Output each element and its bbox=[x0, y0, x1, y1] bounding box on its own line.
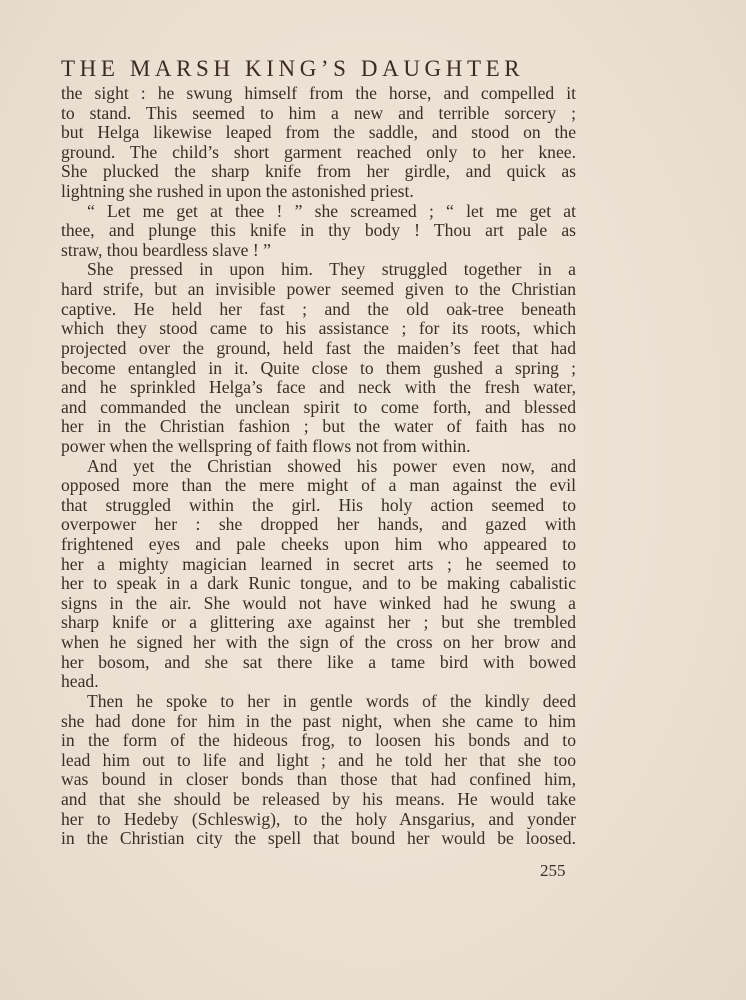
text-line: straw, thou beardless slave ! ” bbox=[61, 239, 271, 260]
text-line: overpower her : she dropped her hands, and gazed with bbox=[61, 514, 576, 535]
text-line: She plucked the sharp knife from her girdle, and quick as bbox=[61, 161, 576, 182]
text-line: sharp knife or a glittering axe against her ; but she trembled bbox=[61, 612, 576, 633]
text-line: She pressed in upon him. They struggled together in a bbox=[87, 259, 576, 280]
running-head: THE MARSH KING’S DAUGHTER bbox=[61, 56, 525, 81]
text-line: and commanded the unclean spirit to come forth, and blessed bbox=[61, 396, 576, 417]
text-line: her in the Christian fashion ; but the water of faith has no bbox=[61, 416, 576, 437]
body-text bbox=[61, 84, 576, 849]
text-line: frightened eyes and pale cheeks upon him who appeared to bbox=[61, 534, 576, 555]
text-line: ground. The child’s short garment reached only to her knee. bbox=[61, 141, 576, 162]
text-line: the sight : he swung himself from the horse, and compelled it bbox=[61, 83, 576, 103]
text-line: thee, and plunge this knife in thy body ! Thou art pale as bbox=[61, 220, 576, 241]
text-line: lead him out to life and light ; and he told her that she too bbox=[61, 749, 576, 770]
text-line: in the Christian city the spell that bound her would be loosed. bbox=[61, 828, 576, 849]
page-number: 255 bbox=[540, 861, 566, 880]
text-line: when he signed her with the sign of the cross on her brow and bbox=[61, 632, 576, 653]
text-line: her to Hedeby (Schleswig), to the holy Ansgarius, and yonder bbox=[61, 808, 576, 829]
text-line: her a mighty magician learned in secret arts ; he seemed to bbox=[61, 553, 576, 574]
text-line: projected over the ground, held fast the maiden’s feet that had bbox=[61, 337, 576, 358]
text-line: to stand. This seemed to him a new and terrible sorcery ; bbox=[61, 102, 576, 123]
text-line: opposed more than the mere might of a man against the evil bbox=[61, 475, 576, 496]
text-line: in the form of the hideous frog, to loosen his bonds and to bbox=[61, 730, 576, 751]
text-line: and he sprinkled Helga’s face and neck with the fresh water, bbox=[61, 377, 576, 398]
text-line: captive. He held her fast ; and the old oak-tree beneath bbox=[61, 298, 576, 319]
text-line: her to speak in a dark Runic tongue, and to be making cabalistic bbox=[61, 573, 576, 594]
text-line: “ Let me get at thee ! ” she screamed ; “ let me get at bbox=[87, 200, 576, 221]
text-line: which they stood came to his assistance ; for its roots, which bbox=[61, 318, 576, 339]
text-line: Then he spoke to her in gentle words of the kindly deed bbox=[87, 690, 576, 711]
text-line: become entangled in it. Quite close to them gushed a spring ; bbox=[61, 357, 576, 378]
text-line: but Helga likewise leaped from the saddle, and stood on the bbox=[61, 122, 576, 143]
text-line: and that she should be released by his means. He would take bbox=[61, 788, 576, 809]
text-line: signs in the air. She would not have winked had he swung a bbox=[61, 592, 576, 613]
text-line: she had done for him in the past night, when she came to him bbox=[61, 710, 576, 731]
text-line: head. bbox=[61, 671, 99, 692]
text-line: And yet the Christian showed his power even now, and bbox=[87, 455, 576, 476]
text-line: was bound in closer bonds than those that had confined him, bbox=[61, 769, 576, 790]
text-line: power when the wellspring of faith flows not from within. bbox=[61, 435, 471, 456]
text-line: that struggled within the girl. His holy action seemed to bbox=[61, 494, 576, 515]
text-line: her bosom, and she sat there like a tame bird with bowed bbox=[61, 651, 576, 672]
text-line: lightning she rushed in upon the astonished priest. bbox=[61, 181, 414, 202]
text-line: hard strife, but an invisible power seemed given to the Christian bbox=[61, 279, 576, 300]
